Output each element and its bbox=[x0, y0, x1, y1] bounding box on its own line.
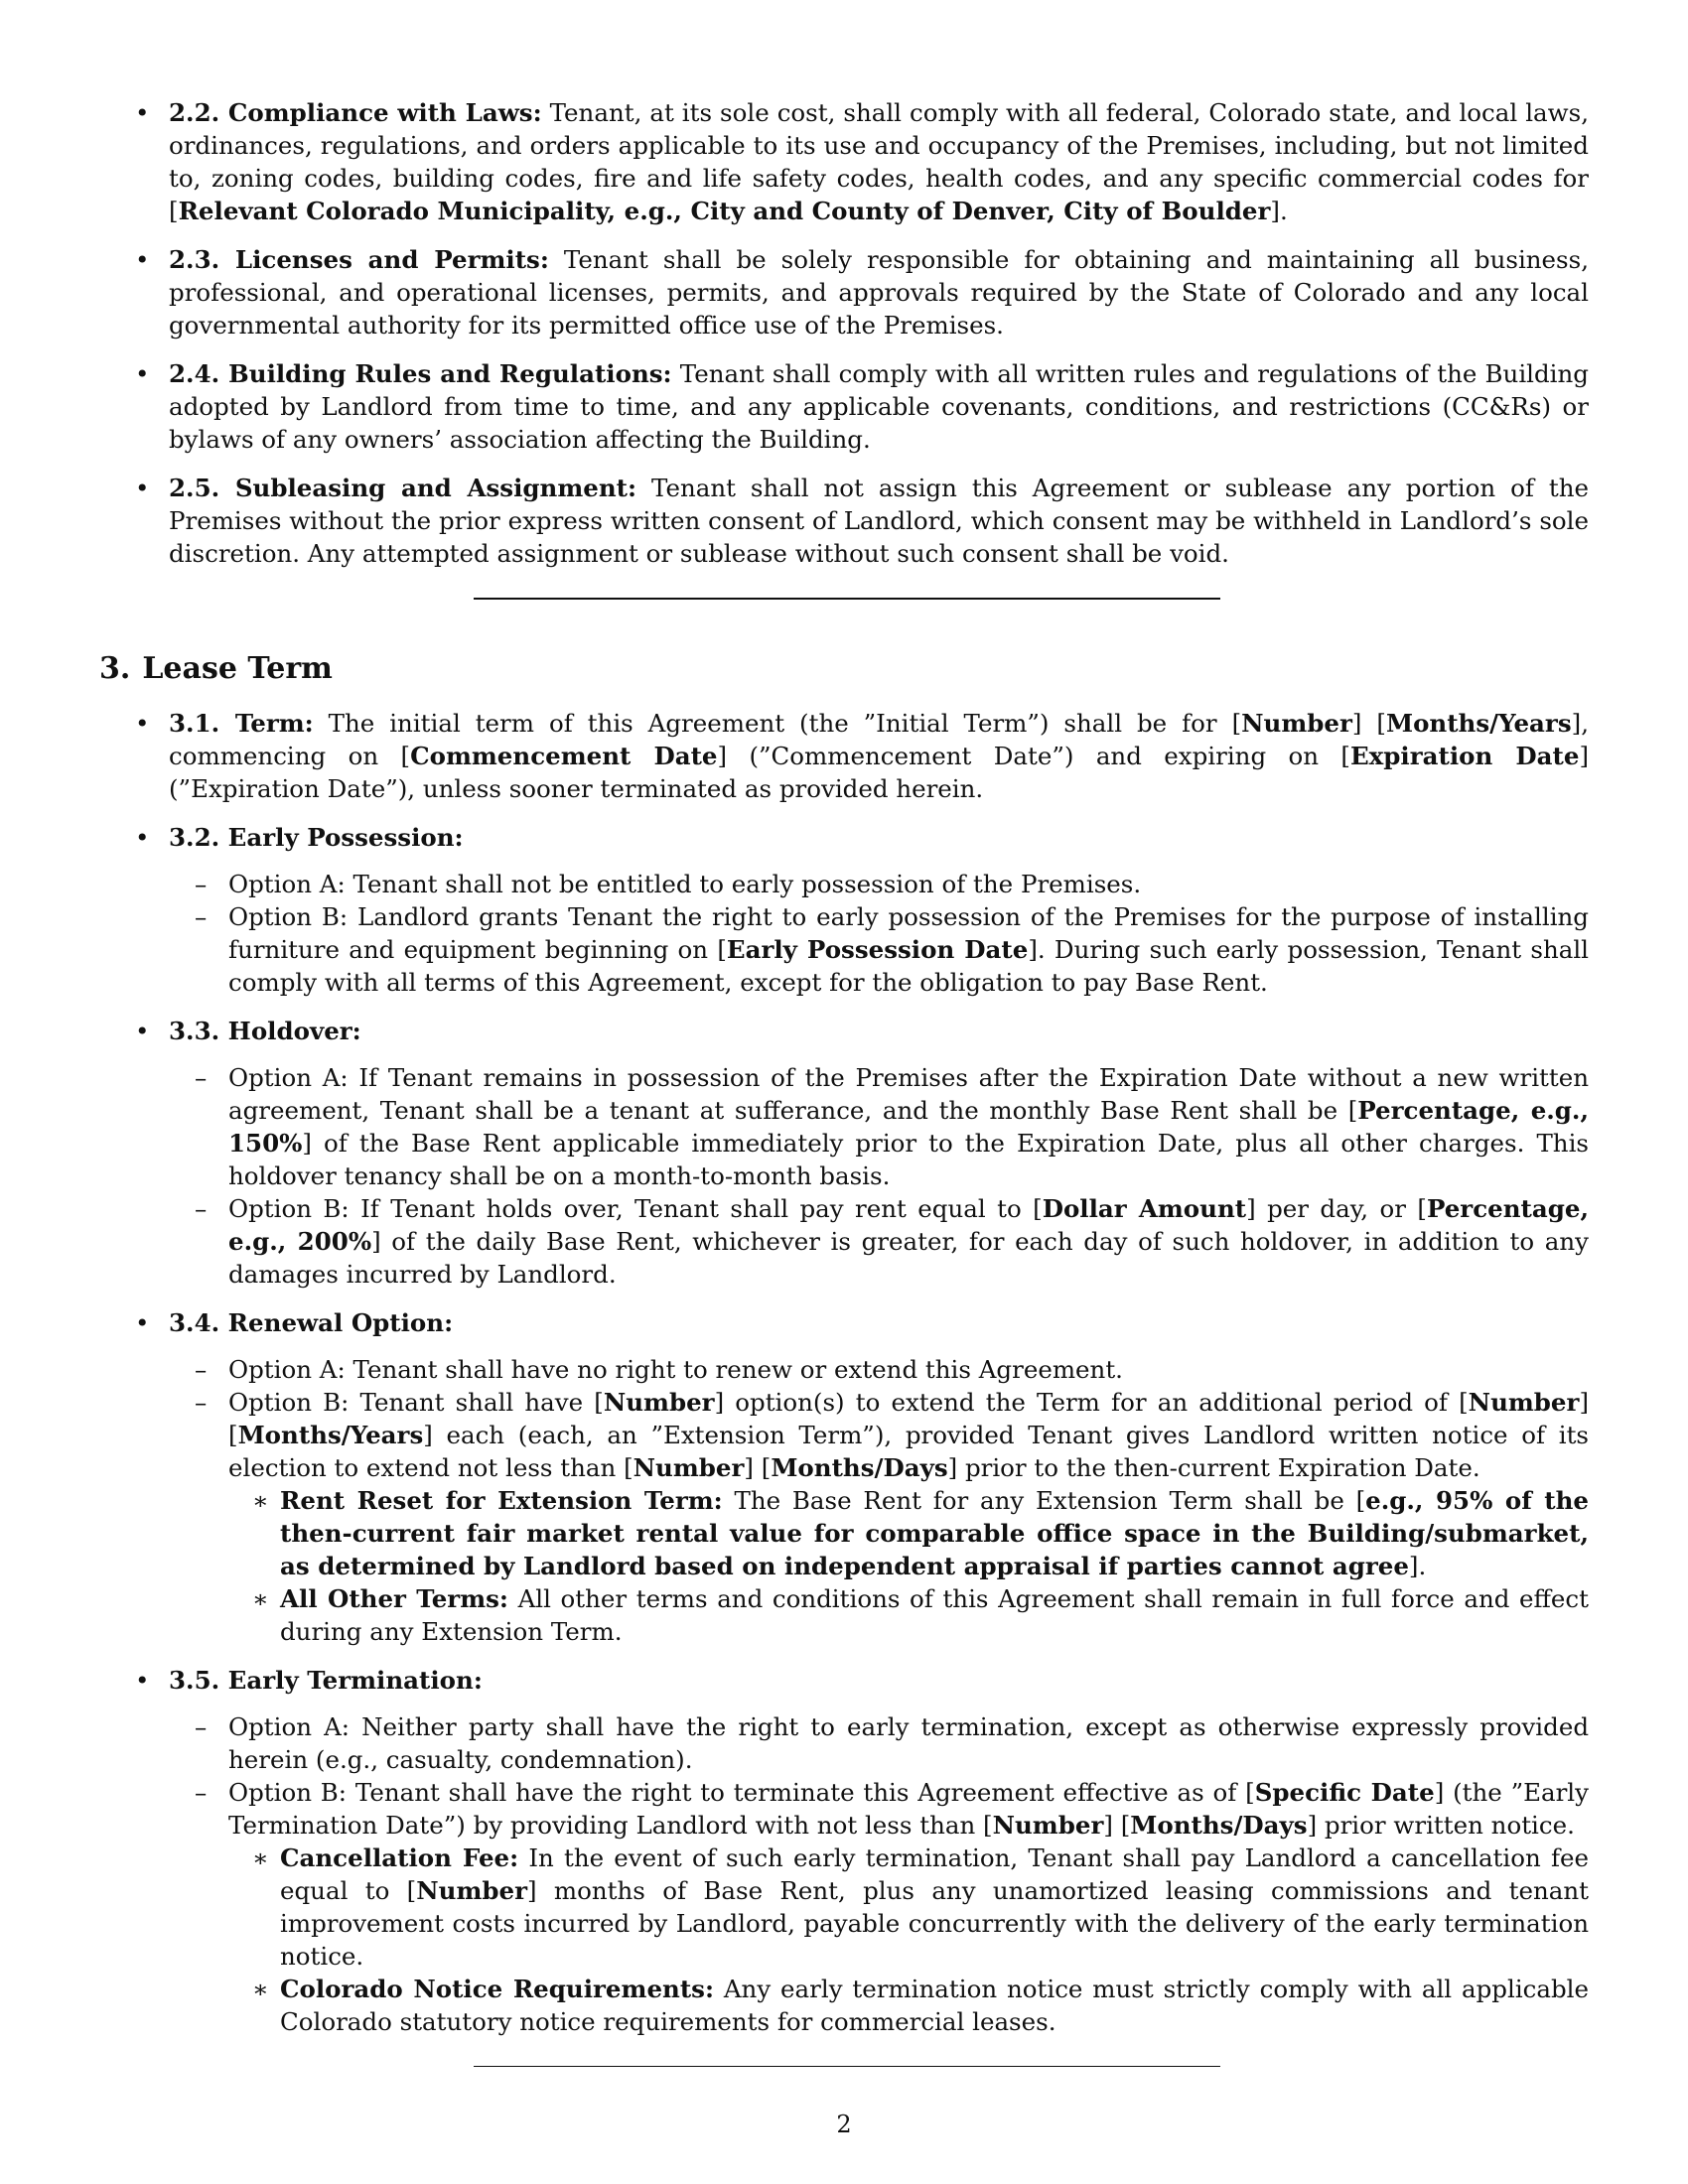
section-2-list bbox=[99, 96, 1589, 570]
all-other-terms-item bbox=[228, 1582, 1589, 1648]
placeholder: Number bbox=[1468, 1388, 1580, 1417]
option-b bbox=[169, 900, 1589, 999]
option-text: ] per day, or [ bbox=[1246, 1194, 1427, 1223]
bullet: • bbox=[135, 1308, 150, 1337]
placeholder: Months/Years bbox=[1385, 709, 1572, 738]
clause-3-5 bbox=[99, 1664, 1589, 2038]
dash-bullet: – bbox=[195, 1355, 208, 1384]
clause-label: 2.5. Subleasing and Assignment: bbox=[169, 474, 637, 502]
sub-text: All other terms and conditions of this Agreement shall remain in full force and effect during any Extension Term. bbox=[280, 1584, 1590, 1646]
clause-label: 3.4. Renewal Option: bbox=[169, 1308, 454, 1337]
clause-label: 2.2. Compliance with Laws: bbox=[169, 98, 542, 127]
placeholder: Number bbox=[1241, 709, 1352, 738]
placeholder: e.g., 95% of the then-current fair market rental value for comparable office space in the Building/submarket, as determined by Landlord based on independent appraisal if parties cannot agree bbox=[280, 1486, 1589, 1580]
option-text: Option B: If Tenant holds over, Tenant shall pay rent equal to [ bbox=[228, 1194, 1043, 1223]
option-a bbox=[169, 1061, 1589, 1192]
bullet: • bbox=[135, 823, 150, 852]
option-list bbox=[169, 868, 1589, 999]
clause-3-1 bbox=[99, 707, 1589, 805]
option-text: ] prior written notice. bbox=[1307, 1811, 1575, 1840]
option-b bbox=[169, 1192, 1589, 1291]
option-b bbox=[169, 1776, 1589, 2038]
placeholder: Commencement Date bbox=[410, 742, 718, 770]
option-b bbox=[169, 1386, 1589, 1648]
section-divider bbox=[474, 2066, 1220, 2067]
clause-3-2 bbox=[99, 821, 1589, 999]
sub-label: Rent Reset for Extension Term: bbox=[280, 1486, 723, 1515]
placeholder: Number bbox=[992, 1811, 1104, 1840]
clause-text: Tenant, at its sole cost, shall comply with all federal, Colorado state, and local laws, ordinances, regulations, and orders applicable to its use and occupancy of the Premises, including, but not limited to, zoning codes, building codes, fire and life safety codes, health codes, and any specific commercial codes for [ bbox=[169, 98, 1589, 225]
placeholder: Number bbox=[633, 1453, 745, 1482]
sub-text: In the event of such early termination, Tenant shall pay Landlord a cancellation fee equal to [ bbox=[280, 1843, 1590, 1905]
sub-option-list bbox=[228, 1484, 1589, 1648]
sub-text: The Base Rent for any Extension Term shall be [ bbox=[722, 1486, 1366, 1515]
asterisk-bullet: ∗ bbox=[252, 1843, 269, 1872]
option-text: ] [ bbox=[228, 1388, 1589, 1449]
clause-label: 2.3. Licenses and Permits: bbox=[169, 245, 549, 274]
cancellation-fee-item bbox=[228, 1842, 1589, 1973]
dash-bullet: – bbox=[195, 1194, 208, 1223]
clause-text: The initial term of this Agreement (the ”Initial Term”) shall be for [ bbox=[313, 709, 1242, 738]
option-text: ] (the ”Early Termination Date”) by providing Landlord with not less than [ bbox=[228, 1778, 1589, 1840]
option-text: ] of the daily Base Rent, whichever is greater, for each day of such holdover, in addition to any damages incurred by Landlord. bbox=[228, 1227, 1589, 1289]
clause-2-2 bbox=[99, 96, 1589, 227]
section-number: 3. bbox=[99, 651, 131, 686]
option-a bbox=[169, 1353, 1589, 1386]
asterisk-bullet: ∗ bbox=[252, 1486, 269, 1515]
option-list bbox=[169, 1353, 1589, 1648]
clause-text: ] [ bbox=[1351, 709, 1386, 738]
option-text: Option A: Tenant shall not be entitled to early possession of the Premises. bbox=[228, 870, 1142, 898]
page-content bbox=[99, 96, 1589, 2067]
clause-2-4 bbox=[99, 357, 1589, 456]
asterisk-bullet: ∗ bbox=[252, 1975, 269, 2003]
placeholder: Percentage, e.g., 200% bbox=[228, 1194, 1589, 1256]
clause-label: 3.5. Early Termination: bbox=[169, 1666, 483, 1695]
option-text: ]. During such early possession, Tenant shall comply with all terms of this Agreement, except for the obligation to pay Base Rent. bbox=[228, 935, 1590, 997]
clause-text: ], commencing on [ bbox=[169, 709, 1589, 770]
dash-bullet: – bbox=[195, 902, 208, 931]
placeholder: Dollar Amount bbox=[1042, 1194, 1247, 1223]
clause-2-5 bbox=[99, 472, 1589, 570]
clause-3-4 bbox=[99, 1306, 1589, 1648]
clause-text: ]. bbox=[1270, 197, 1288, 225]
dash-bullet: – bbox=[195, 870, 208, 898]
bullet: • bbox=[135, 474, 150, 502]
bullet: • bbox=[135, 709, 150, 738]
option-text: ] prior to the then-current Expiration Date. bbox=[947, 1453, 1480, 1482]
option-a bbox=[169, 868, 1589, 900]
option-text: Option B: Tenant shall have the right to terminate this Agreement effective as of [ bbox=[228, 1778, 1255, 1807]
placeholder: Months/Days bbox=[1130, 1811, 1308, 1840]
section-3-list bbox=[99, 707, 1589, 2038]
option-text: ] each (each, an ”Extension Term”), provided Tenant gives Landlord written notice of its election to extend not less than [ bbox=[228, 1421, 1589, 1482]
clause-3-3 bbox=[99, 1015, 1589, 1291]
option-text: ] option(s) to extend the Term for an additional period of [ bbox=[714, 1388, 1469, 1417]
placeholder: Months/Years bbox=[237, 1421, 424, 1449]
option-text: Option B: Tenant shall have [ bbox=[228, 1388, 604, 1417]
clause-2-3 bbox=[99, 243, 1589, 341]
placeholder: Early Possession Date bbox=[726, 935, 1029, 964]
bullet: • bbox=[135, 245, 150, 274]
dash-bullet: – bbox=[195, 1388, 208, 1417]
sub-text: ] months of Base Rent, plus any unamortized leasing commissions and tenant improvement costs incurred by Landlord, payable concurrently with the delivery of the early termination notice. bbox=[280, 1876, 1589, 1971]
option-text: Option A: Tenant shall have no right to renew or extend this Agreement. bbox=[228, 1355, 1123, 1384]
option-list bbox=[169, 1710, 1589, 2038]
sub-option-list bbox=[228, 1842, 1589, 2038]
bullet: • bbox=[135, 1017, 150, 1045]
clause-text: ] (”Commencement Date”) and expiring on [ bbox=[717, 742, 1350, 770]
dash-bullet: – bbox=[195, 1712, 208, 1741]
placeholder: Number bbox=[603, 1388, 715, 1417]
option-text: ] [ bbox=[744, 1453, 772, 1482]
dash-bullet: – bbox=[195, 1063, 208, 1092]
clause-label: 3.2. Early Possession: bbox=[169, 823, 464, 852]
placeholder: Expiration Date bbox=[1350, 742, 1580, 770]
option-list bbox=[169, 1061, 1589, 1291]
section-3-heading bbox=[99, 649, 1589, 689]
option-text: Option A: Neither party shall have the right to early termination, except as otherwise expressly provided herein (e.g., casualty, condemnation). bbox=[228, 1712, 1589, 1774]
page-number: 2 bbox=[836, 2111, 852, 2138]
bullet: • bbox=[135, 359, 150, 388]
clause-text: Tenant shall comply with all written rules and regulations of the Building adopted by Landlord from time to time, and any applicable covenants, conditions, and restrictions (CC&Rs) or bylaws of any owners’ association affecting the Building. bbox=[169, 359, 1589, 454]
bullet: • bbox=[135, 98, 150, 127]
clause-label: 3.3. Holdover: bbox=[169, 1017, 361, 1045]
sub-label: Cancellation Fee: bbox=[280, 1843, 519, 1872]
clause-text: Tenant shall be solely responsible for obtaining and maintaining all business, professional, and operational licenses, permits, and approvals required by the State of Colorado and any local governmental authority for its permitted office use of the Premises. bbox=[169, 245, 1589, 340]
placeholder: Relevant Colorado Municipality, e.g., City and County of Denver, City of Boulder bbox=[178, 197, 1271, 225]
asterisk-bullet: ∗ bbox=[252, 1584, 269, 1613]
bullet: • bbox=[135, 1666, 150, 1695]
clause-text: Tenant shall not assign this Agreement or sublease any portion of the Premises without the prior express written consent of Landlord, which consent may be withheld in Landlord’s sole discretion. Any attempted assignment or sublease without such consent shall be void. bbox=[169, 474, 1590, 568]
colorado-notice-item bbox=[228, 1973, 1589, 2038]
placeholder: Months/Days bbox=[771, 1453, 948, 1482]
clause-label: 2.4. Building Rules and Regulations: bbox=[169, 359, 672, 388]
sub-text: ]. bbox=[1408, 1552, 1427, 1580]
dash-bullet: – bbox=[195, 1778, 208, 1807]
rent-reset-item bbox=[228, 1484, 1589, 1582]
sub-label: Colorado Notice Requirements: bbox=[280, 1975, 714, 2003]
option-a bbox=[169, 1710, 1589, 1776]
section-divider bbox=[474, 598, 1220, 600]
section-title: Lease Term bbox=[142, 651, 333, 686]
option-text: ] of the Base Rent applicable immediately prior to the Expiration Date, plus all other charges. This holdover tenancy shall be on a month-to-month basis. bbox=[228, 1129, 1589, 1190]
placeholder: Specific Date bbox=[1254, 1778, 1435, 1807]
clause-label: 3.1. Term: bbox=[169, 709, 314, 738]
option-text: Option A: If Tenant remains in possession of the Premises after the Expiration Date without a new written agreement, Tenant shall be a tenant at sufferance, and the monthly Base Rent shall be [ bbox=[228, 1063, 1589, 1125]
clause-text: ] (”Expiration Date”), unless sooner terminated as provided herein. bbox=[169, 742, 1589, 803]
sub-text: Any early termination notice must strictly comply with all applicable Colorado statutory notice requirements for commercial leases. bbox=[280, 1975, 1589, 2036]
placeholder: Percentage, e.g., 150% bbox=[228, 1096, 1589, 1158]
option-text: ] [ bbox=[1103, 1811, 1131, 1840]
placeholder: Number bbox=[416, 1876, 528, 1905]
sub-label: All Other Terms: bbox=[280, 1584, 508, 1613]
option-text: Option B: Landlord grants Tenant the right to early possession of the Premises for the purpose of installing furniture and equipment beginning on [ bbox=[228, 902, 1589, 964]
